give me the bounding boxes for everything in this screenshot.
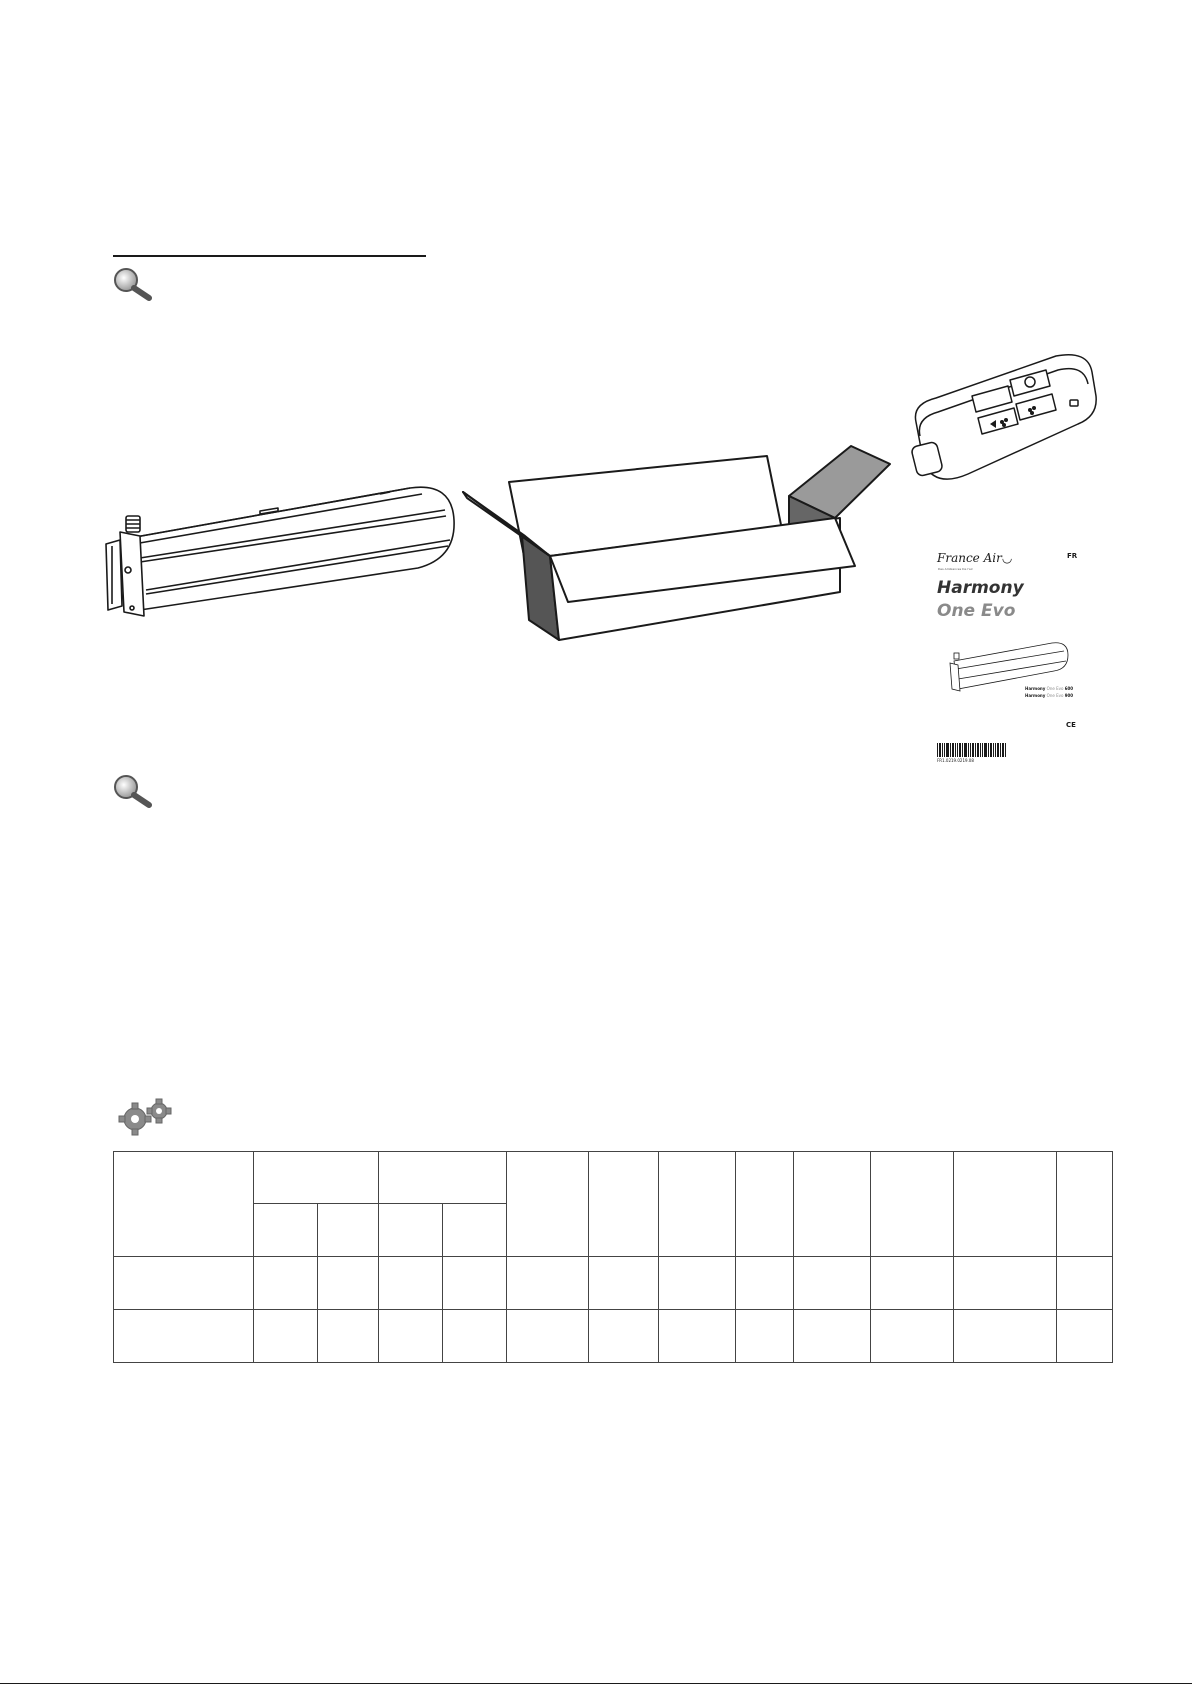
table-cell bbox=[1057, 1310, 1113, 1363]
table-cell bbox=[507, 1152, 589, 1257]
table-cell bbox=[318, 1204, 379, 1257]
table-cell bbox=[254, 1257, 318, 1310]
language-code: FR bbox=[1067, 552, 1078, 560]
table-cell bbox=[318, 1310, 379, 1363]
table-cell bbox=[589, 1310, 659, 1363]
table-cell bbox=[794, 1152, 871, 1257]
specification-table bbox=[113, 1151, 1113, 1363]
table-cell bbox=[507, 1310, 589, 1363]
table-cell bbox=[443, 1310, 507, 1363]
magnifier-icon bbox=[112, 773, 156, 809]
table-cell bbox=[954, 1310, 1057, 1363]
brand-logo: France Air◡ bbox=[937, 551, 1013, 565]
page-bottom-rule bbox=[0, 1683, 1192, 1684]
table-cell bbox=[318, 1257, 379, 1310]
table-cell bbox=[794, 1257, 871, 1310]
table-header-row bbox=[114, 1152, 1113, 1204]
table-cell bbox=[659, 1310, 736, 1363]
table-cell bbox=[954, 1152, 1057, 1257]
table-cell bbox=[871, 1152, 954, 1257]
model-label-2: Harmony One Evo 900 bbox=[1025, 693, 1074, 698]
table-cell bbox=[736, 1257, 794, 1310]
table-cell bbox=[379, 1310, 443, 1363]
table-cell bbox=[507, 1257, 589, 1310]
open-box-illustration bbox=[455, 440, 895, 655]
table-cell bbox=[114, 1257, 254, 1310]
table-row bbox=[114, 1310, 1113, 1363]
remote-control-illustration bbox=[906, 352, 1102, 497]
table-cell bbox=[254, 1204, 318, 1257]
table-cell bbox=[379, 1204, 443, 1257]
table-cell bbox=[379, 1152, 507, 1204]
table-cell bbox=[254, 1152, 379, 1204]
booklet-title-line-2: One Evo bbox=[937, 601, 1016, 621]
table-cell bbox=[589, 1257, 659, 1310]
brand-tagline: Des Ambiances De l'air bbox=[938, 567, 973, 571]
manual-booklet bbox=[930, 545, 1080, 765]
table-cell bbox=[379, 1257, 443, 1310]
model-label-1: Harmony One Evo 600 bbox=[1025, 686, 1074, 691]
table-cell bbox=[443, 1204, 507, 1257]
table-cell bbox=[794, 1310, 871, 1363]
booklet-title-line-1: Harmony bbox=[937, 578, 1024, 598]
table-cell bbox=[659, 1257, 736, 1310]
barcode bbox=[937, 743, 1007, 757]
magnifier-icon bbox=[112, 266, 156, 302]
table-cell bbox=[1057, 1257, 1113, 1310]
table-cell bbox=[954, 1257, 1057, 1310]
ce-mark: CE bbox=[1066, 721, 1076, 729]
table-cell bbox=[659, 1152, 736, 1257]
table-cell bbox=[254, 1310, 318, 1363]
section-rule bbox=[113, 255, 426, 257]
table-cell bbox=[114, 1310, 254, 1363]
table-cell bbox=[871, 1310, 954, 1363]
table-cell bbox=[114, 1152, 254, 1257]
harmony-one-evo-unit-illustration bbox=[100, 480, 460, 630]
barcode-number: FR1.0219.0219.08 bbox=[937, 758, 974, 763]
gears-icon bbox=[117, 1097, 179, 1137]
table-cell bbox=[736, 1310, 794, 1363]
table-cell bbox=[736, 1152, 794, 1257]
table-cell bbox=[871, 1257, 954, 1310]
table-cell bbox=[1057, 1152, 1113, 1257]
table-cell bbox=[443, 1257, 507, 1310]
table-row bbox=[114, 1257, 1113, 1310]
table-cell bbox=[589, 1152, 659, 1257]
